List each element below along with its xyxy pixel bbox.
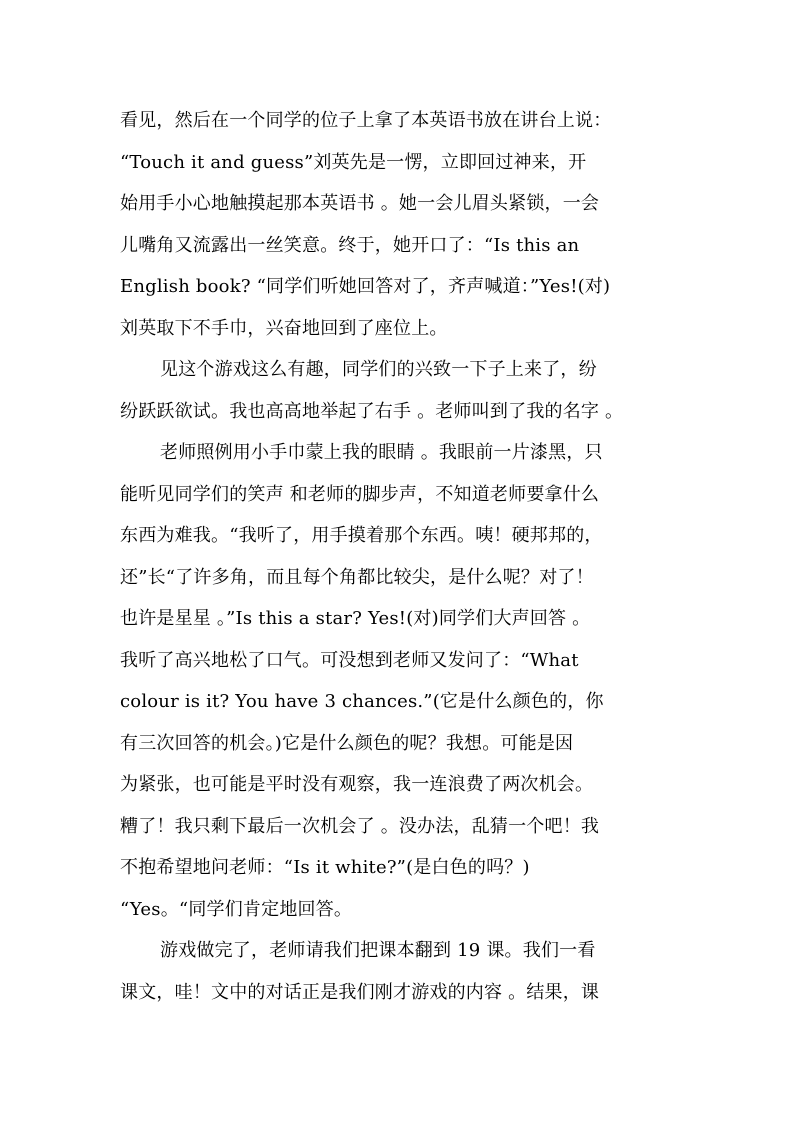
text-line: 刘英取下不手巾，兴奋地回到了座位上。 bbox=[120, 317, 448, 339]
text-line: 儿嘴角又流露出一丝笑意。终于，她开口了：“Is this an bbox=[120, 234, 580, 256]
text-line: 看见，然后在一个同学的位子上拿了本英语书放在讲台上说： bbox=[120, 110, 612, 131]
body-text bbox=[120, 100, 680, 1013]
text-line: 东西为难我。“我听了，用手摸着那个东西。咦！硬邦邦的， bbox=[120, 525, 603, 546]
text-line: 我听了高兴地松了口气。可没想到老师又发问了：“What bbox=[120, 649, 579, 671]
text-line: 为紧张，也可能是平时没有观察，我一连浪费了两次机会。 bbox=[120, 774, 594, 795]
paragraph-start-line: 老师照例用小手巾蒙上我的眼睛 。我眼前一片漆黑，只 bbox=[160, 442, 603, 463]
text-line: colour is it? You have 3 chances.”(它是什么颜色的，你 bbox=[120, 691, 604, 712]
text-line: 糟了！我只剩下最后一次机会了 。没办法，乱猜一个吧！我 bbox=[120, 815, 600, 837]
paragraph-start-line: 见这个游戏这么有趣，同学们的兴致一下子上来了，纷 bbox=[160, 359, 597, 380]
text-line: 纷跃跃欲试。我也高高地举起了右手 。老师叫到了我的名字 。 bbox=[120, 400, 624, 422]
text-line: 能听见同学们的笑声 和老师的脚步声，不知道老师要拿什么 bbox=[120, 483, 600, 505]
text-line: English book? “同学们听她回答对了，齐声喊道：”Yes!(对) bbox=[120, 276, 611, 297]
text-line: 不抱希望地问老师：“Is it white?”(是白色的吗？) bbox=[120, 857, 530, 878]
paragraph-start-line: 游戏做完了，老师请我们把课本翻到 19 课。我们一看 bbox=[160, 940, 596, 961]
text-line: 有三次回答的机会。)它是什么颜色的呢？我想。可能是因 bbox=[120, 732, 574, 754]
text-line: 还”长“了许多角，而且每个角都比较尖，是什么呢？对了！ bbox=[120, 566, 594, 588]
text-line: “Touch it and guess”刘英先是一愣，立即回过神来，开 bbox=[120, 151, 587, 173]
text-line: 也许是星星 。”Is this a star? Yes!(对)同学们大声回答 。 bbox=[120, 608, 591, 629]
text-line: “Yes。“同学们肯定地回答。 bbox=[120, 898, 353, 920]
text-line: 课文，哇！文中的对话正是我们刚才游戏的内容 。结果，课 bbox=[120, 981, 600, 1003]
text-line: 始用手小心地触摸起那本英语书 。她一会儿眉头紧锁，一会 bbox=[120, 193, 600, 214]
